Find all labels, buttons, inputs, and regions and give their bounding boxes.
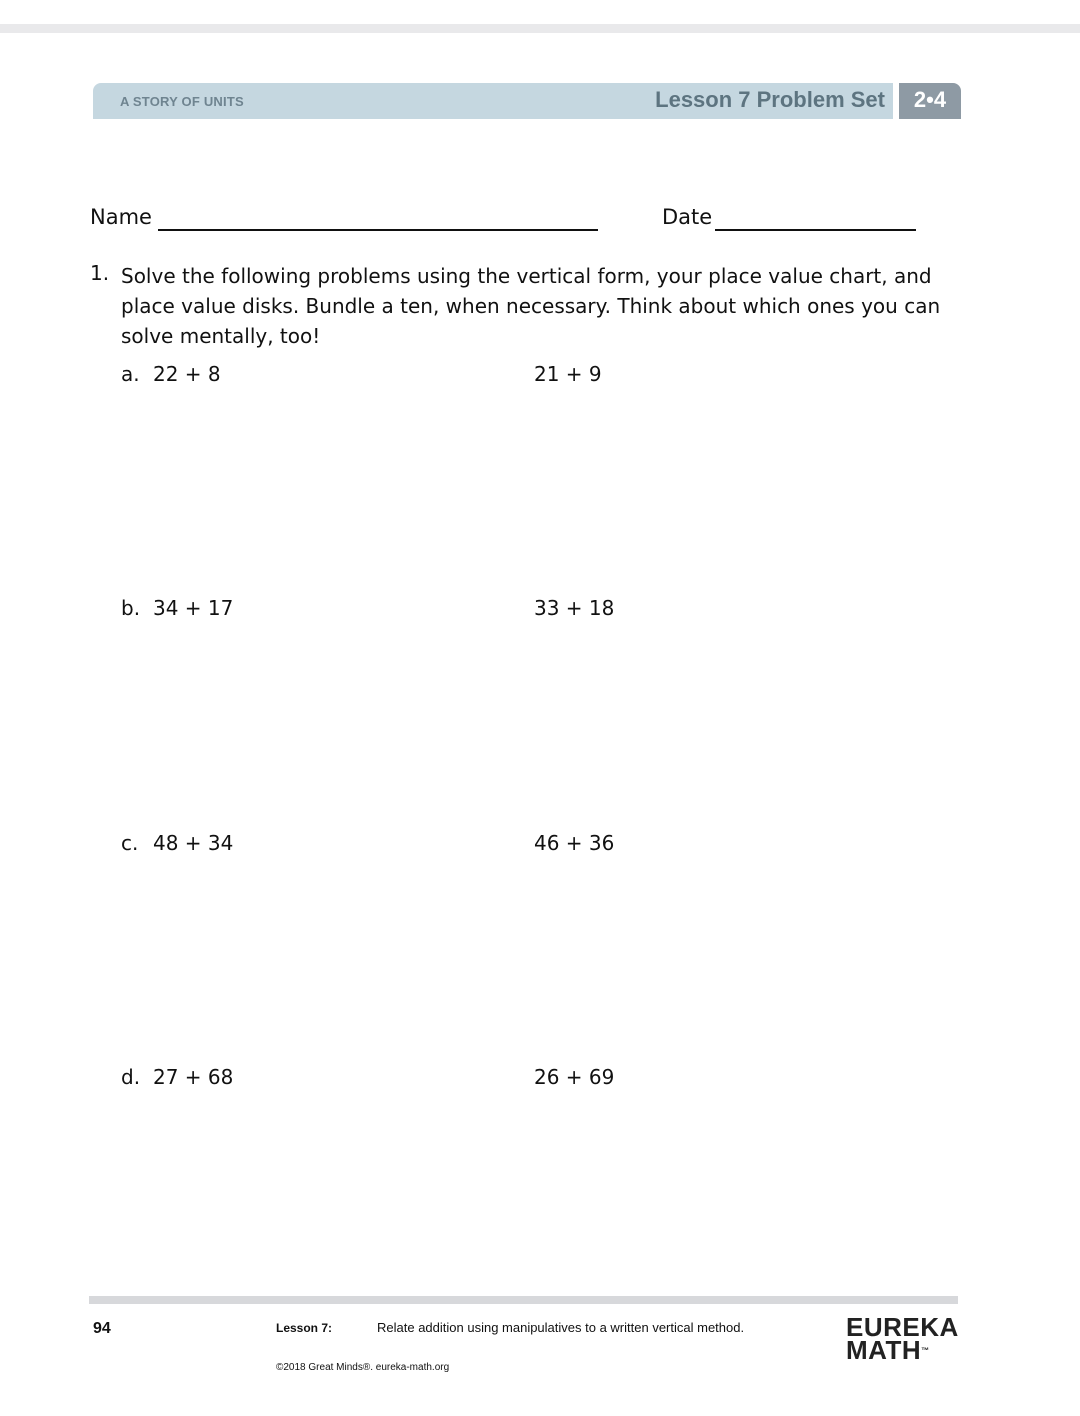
eureka-math-logo	[846, 1312, 971, 1365]
name-field[interactable]	[158, 229, 598, 231]
problem-a-right: 21 + 9	[534, 362, 602, 386]
question-number: 1.	[90, 261, 110, 285]
trademark-mark: ™	[921, 1346, 930, 1355]
logo-line-2	[846, 1335, 971, 1365]
problem-c-left: 48 + 34	[153, 831, 234, 855]
date-label: Date	[662, 205, 713, 229]
logo-line-2-text: MATH	[846, 1335, 922, 1365]
copyright: ©2018 Great Minds®. eureka-math.org	[276, 1362, 450, 1373]
problem-d-left: 27 + 68	[153, 1065, 234, 1089]
footer-divider	[89, 1296, 958, 1304]
problem-c-right: 46 + 36	[534, 831, 615, 855]
problem-b-right: 33 + 18	[534, 596, 615, 620]
top-strip	[0, 24, 1080, 33]
page-title: Lesson 7 Problem Set	[655, 87, 885, 112]
series-label: A STORY OF UNITS	[120, 94, 244, 109]
question-text: Solve the following problems using the vertical form, your place value chart, and place value disks. Bundle a ten, when necessary. Think about which ones you can solve mentally, too!	[121, 264, 941, 348]
problem-a-left: 22 + 8	[153, 362, 221, 386]
footer-lesson-description: Relate addition using manipulatives to a written vertical method.	[377, 1320, 745, 1335]
problem-letter-b: b.	[121, 596, 141, 620]
footer-lesson-label: Lesson 7:	[276, 1321, 333, 1335]
problem-letter-d: d.	[121, 1065, 141, 1089]
logo-line-1: EUREKA	[846, 1312, 959, 1342]
page-number: 94	[93, 1320, 111, 1337]
problem-letter-c: c.	[121, 831, 139, 855]
date-field[interactable]	[715, 229, 916, 231]
header-banner	[93, 83, 893, 119]
problem-d-right: 26 + 69	[534, 1065, 615, 1089]
problem-b-left: 34 + 17	[153, 596, 234, 620]
name-label: Name	[90, 205, 152, 229]
grade-module-badge: 2•4	[899, 83, 961, 119]
problem-letter-a: a.	[121, 362, 140, 386]
